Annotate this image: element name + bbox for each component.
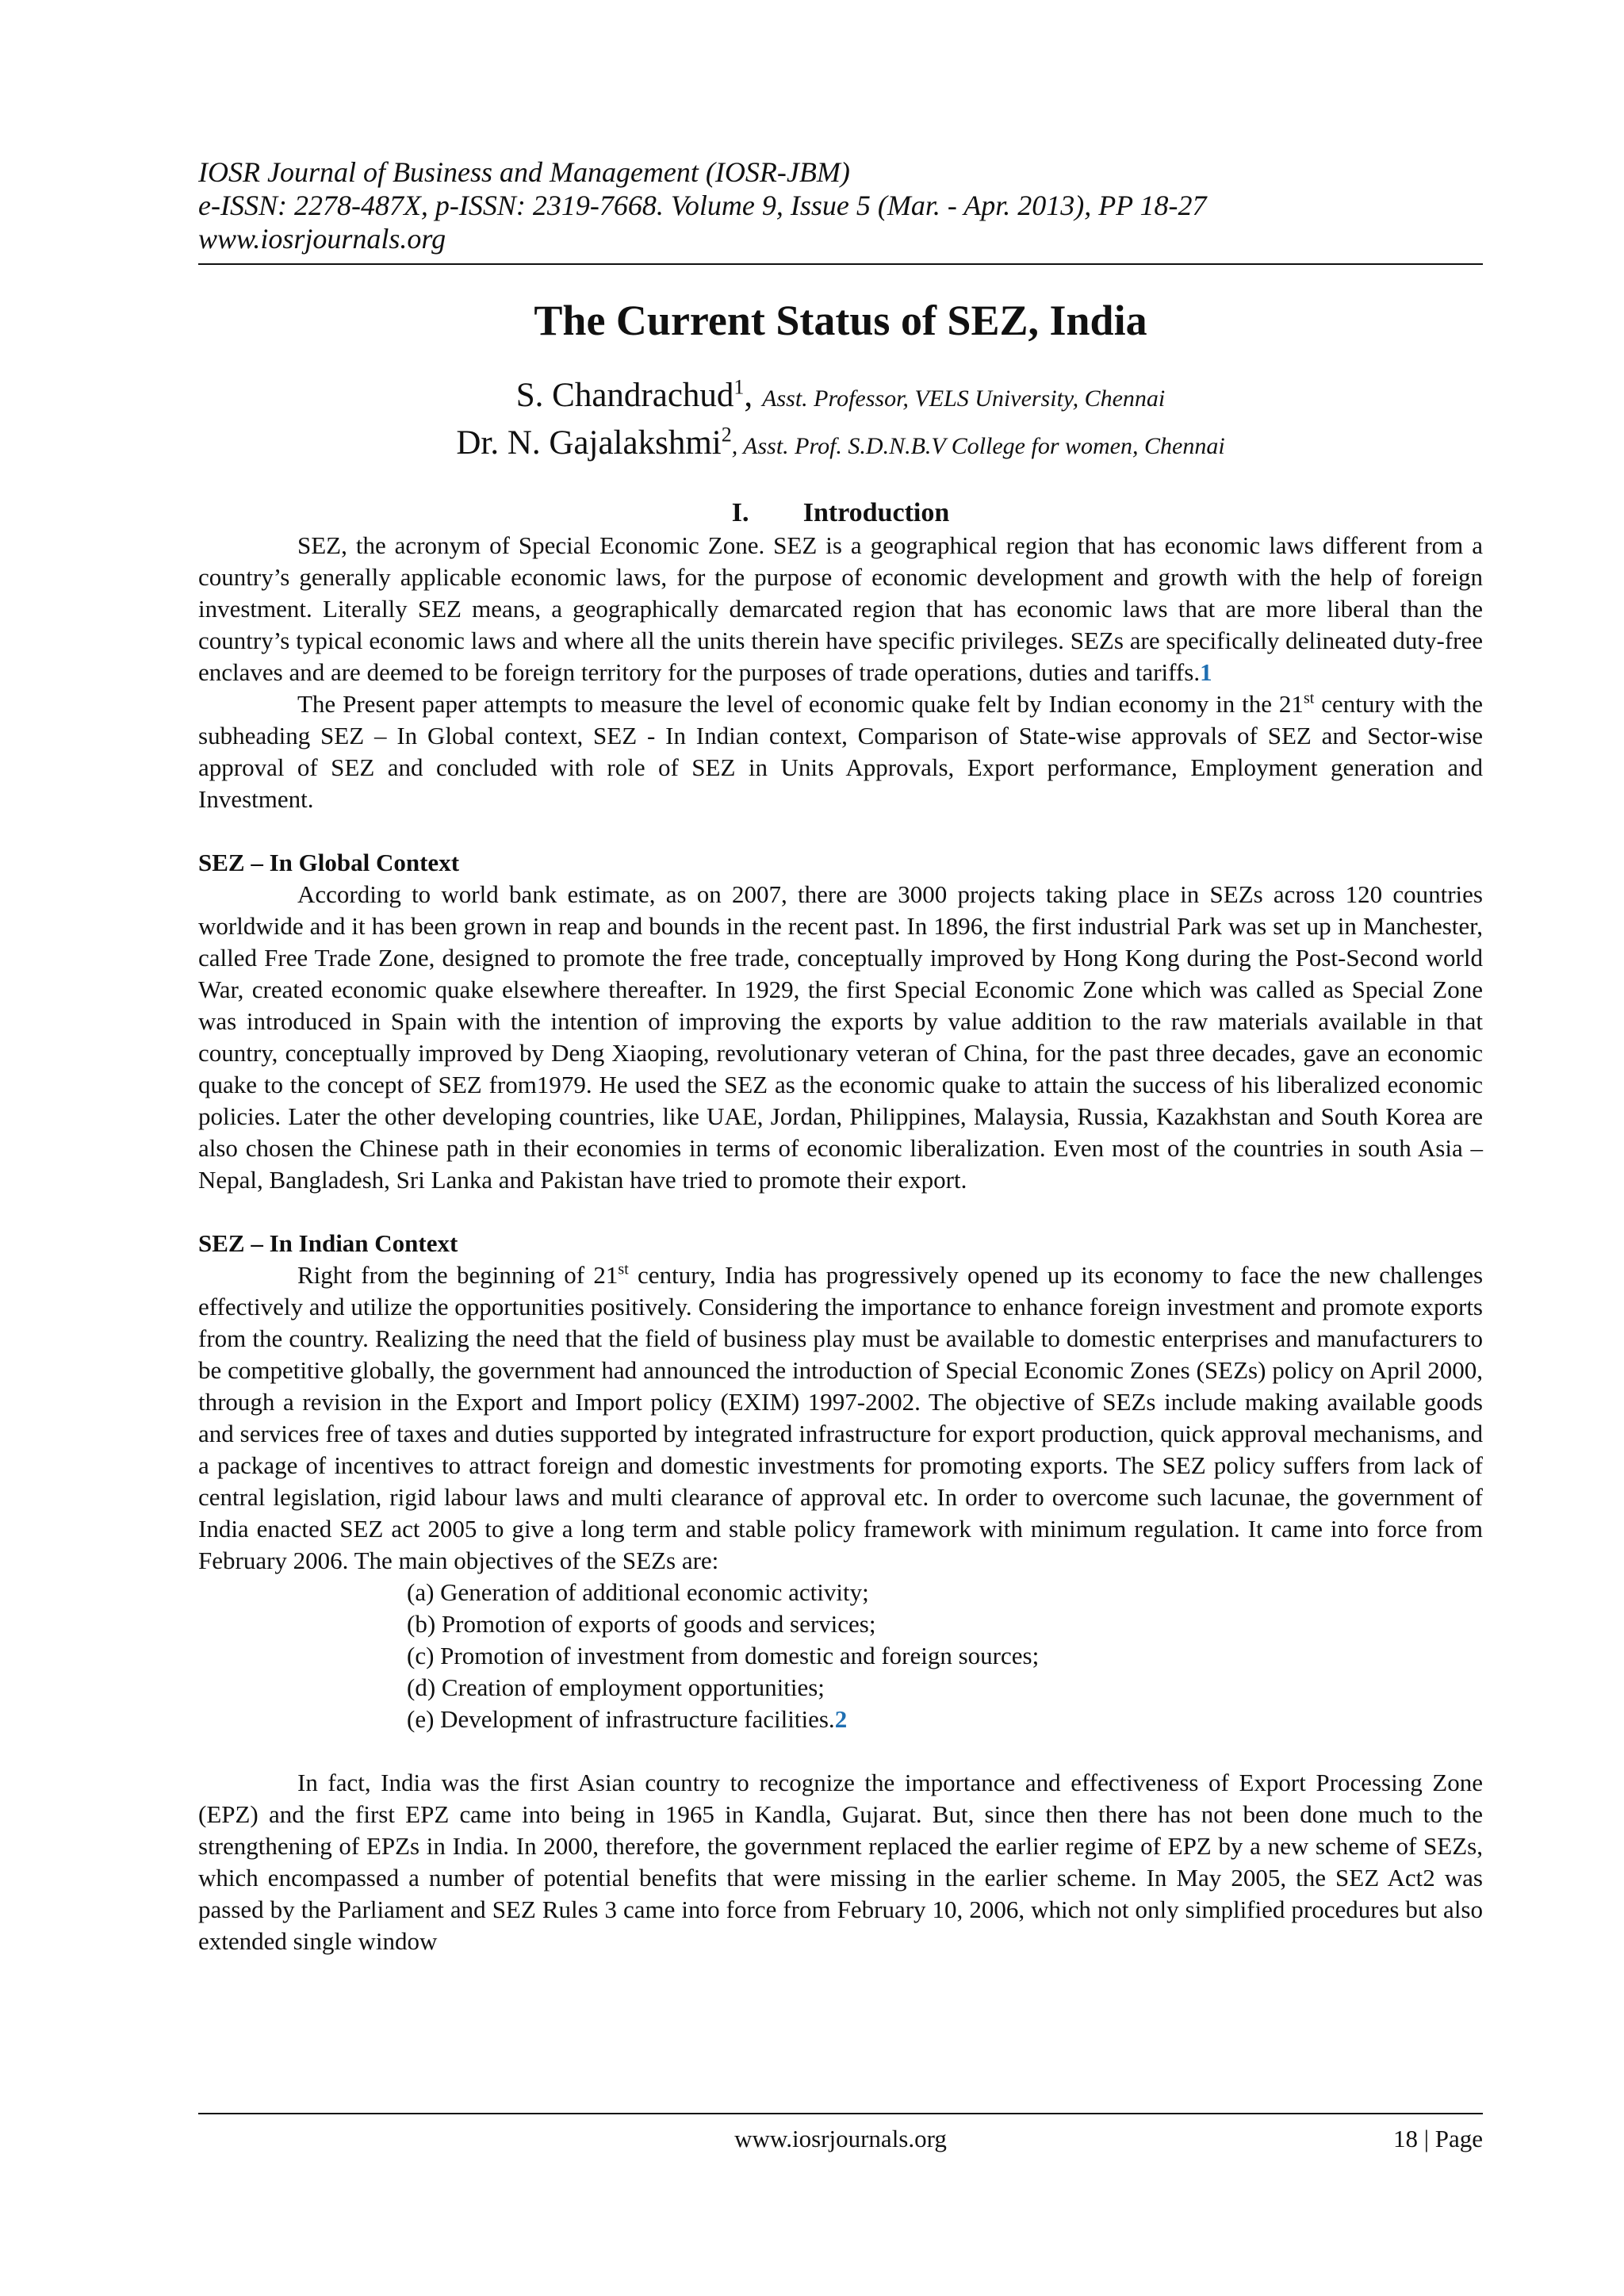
header-rule xyxy=(198,263,1483,265)
reference-link-2[interactable]: 2 xyxy=(834,1705,848,1733)
journal-header xyxy=(198,155,1483,255)
spacer xyxy=(198,1735,1483,1767)
section-heading-introduction: I. Introduction xyxy=(731,498,950,527)
footer-rule xyxy=(198,2113,1483,2114)
journal-name: IOSR Journal of Business and Management (IOSR-JBM) xyxy=(198,156,850,188)
reference-link-1[interactable]: 1 xyxy=(1200,658,1212,686)
issn-line: e-ISSN: 2278-487X, p-ISSN: 2319-7668. Volume 9, Issue 5 (Mar. - Apr. 2013), PP 18-27 xyxy=(198,190,1207,221)
indian-paragraph-2: In fact, India was the first Asian country to recognize the importance and effectiveness of Export Processing Zone (EPZ) and the first EPZ came into being in 1965 in Kandla, Gujarat. But, since then there has not been done much to the strengthening of EPZs in India. In 2000, therefore, the government replaced the earlier regime of EPZ by a new scheme of SEZs, which encompassed a number of potential benefits that were missing in the earlier scheme. In May 2005, the SEZ Act2 was passed by the Parliament and SEZ Rules 3 came into force from February 10, 2006, which not only simplified procedures but also extended single window xyxy=(198,1769,1483,1955)
author-affiliation: Asst. Professor, VELS University, Chennai xyxy=(762,385,1166,412)
indian-paragraph-1: Right from the beginning of 21st century, India has progressively opened up its economy to face the new challenges effectively and utilize the opportunities positively. Considering the importance to enhance foreign investment and promote exports from the country. Realizing the need that the field of business play must be available to domestic enterprises and manufacturers to be competitive globally, the government had announced the introduction of Special Economic Zones (SEZs) policy on April 2000, through a revision in the Export and Import policy (EXIM) 1997-2002. The objective of SEZs include making available goods and services free of taxes and duties supported by integrated infrastructure for export production, quick approval mechanisms, and a package of incentives to attract foreign and domestic investments for promoting exports. The SEZ policy suffers from lack of central legislation, rigid labour laws and multi clearance of approval etc. In order to overcome such lacunae, the government of India enacted SEZ act 2005 to give a long term and stable policy framework with minimum regulation. It came into force from February 2006. The main objectives of the SEZs are: xyxy=(198,1260,1484,1574)
paper-title: The Current Status of SEZ, India xyxy=(534,297,1147,344)
intro-paragraph-2: The Present paper attempts to measure the level of economic quake felt by Indian economy in the 21st century with the subheading SEZ – In Global context, SEZ - In Indian context, Comparison of State-wise approvals of SEZ and Sector-wise approval of SEZ and concluded with role of SEZ in Units Approvals, Export performance, Employment generation and Investment. xyxy=(198,689,1483,813)
author-name: Dr. N. Gajalakshmi$^2$ xyxy=(456,423,732,462)
list-item: (e) Development of infrastructure facilities.2 xyxy=(407,1705,848,1733)
section-heading-global: SEZ – In Global Context xyxy=(198,849,460,876)
list-item: (c) Promotion of investment from domestic and foreign sources; xyxy=(407,1642,1040,1669)
intro-paragraph-1: SEZ, the acronym of Special Economic Zone. SEZ is a geographical region that has economic laws different from a country’s generally applicable economic laws, for the purpose of economic development and growth with the help of foreign investment. Literally SEZ means, a geographically demarcated region that has economic laws that are more liberal than the country’s typical economic laws and where all the units therein have specific privileges. SEZs are specifically delineated duty-free enclaves and are deemed to be foreign territory for the purposes of trade operations, duties and tariffs.1 xyxy=(198,531,1483,686)
list-item: (a) Generation of additional economic activity; xyxy=(407,1578,869,1606)
page-number: 18 | Page xyxy=(1393,2125,1483,2152)
list-item: (d) Creation of employment opportunities; xyxy=(407,1673,825,1701)
author-name: S. Chandrachud$^1$, xyxy=(515,375,753,414)
footer-website: www.iosrjournals.org xyxy=(734,2125,947,2152)
objectives-list xyxy=(198,1577,1483,1735)
list-item: (b) Promotion of exports of goods and services; xyxy=(407,1610,876,1638)
author-2 xyxy=(198,424,1483,462)
author-affiliation: , Asst. Prof. S.D.N.B.V College for women, Chennai xyxy=(731,433,1225,459)
journal-website: www.iosrjournals.org xyxy=(198,223,446,255)
paper-body xyxy=(198,496,1483,1957)
global-paragraph: According to world bank estimate, as on 2007, there are 3000 projects taking place in SEZs across 120 countries worldwide and it has been grown in reap and bounds in the recent past. In 1896, the first industrial Park was set up in Manchester, called Free Trade Zone, designed to promote the free trade, conceptually improved by Hong Kong during the Post-Second world War, created economic quake elsewhere thereafter. In 1929, the first Special Economic Zone which was called as Special Zone was introduced in Spain with the intention of improving the exports by value addition to the raw materials available in that country, conceptually improved by Deng Xiaoping, revolutionary veteran of China, for the past three decades, gave an economic quake to the concept of SEZ from1979. He used the SEZ as the economic quake to attain the success of his liberalized economic policies. Later the other developing countries, like UAE, Jordan, Philippines, Malaysia, Russia, Kazakhstan and South Korea are also chosen the Chinese path in their economies in terms of economic liberalization. Even most of the countries in south Asia – Nepal, Bangladesh, Sri Lanka and Pakistan have tried to promote their export. xyxy=(198,880,1483,1194)
author-1 xyxy=(198,376,1483,415)
section-heading-indian: SEZ – In Indian Context xyxy=(198,1229,458,1257)
